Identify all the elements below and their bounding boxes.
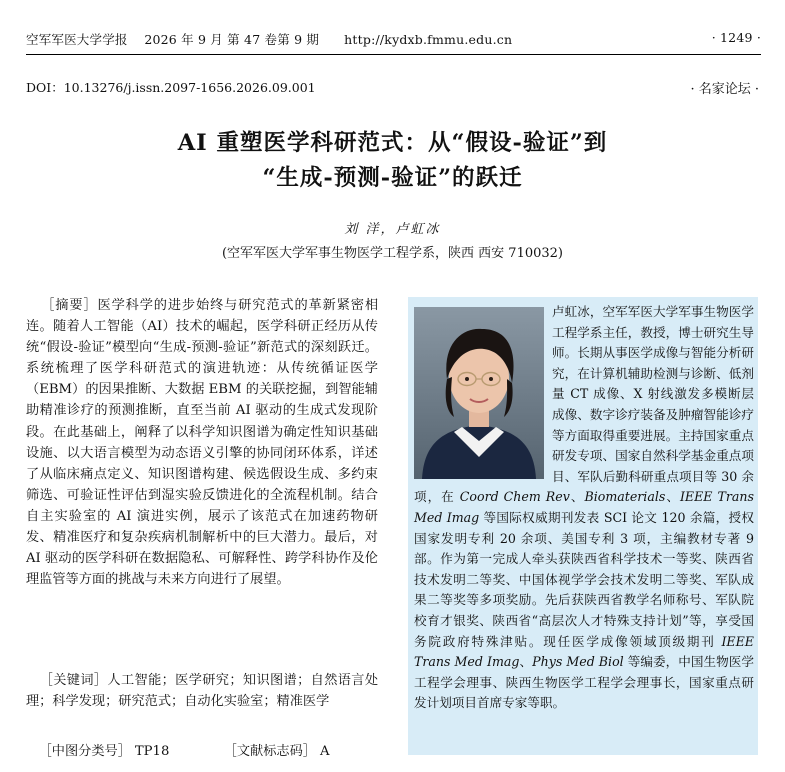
class-value: TP18 — [134, 744, 170, 759]
page-number: · 1249 · — [711, 30, 761, 45]
bio-sep-2: 、 — [665, 489, 680, 505]
keywords-text: 人工智能；医学研究；知识图谱；自然语言处理；科学发现；研究范式；自动化实验室；精准医学 — [26, 673, 379, 710]
journal-url[interactable]: http://kydxb.fmmu.edu.cn — [344, 32, 513, 47]
bio-sep-3: 、 — [519, 654, 533, 670]
bio-journal-1: Coord Chem Rev — [459, 489, 570, 505]
bio-sep-1: 、 — [569, 489, 585, 505]
keywords — [26, 670, 378, 712]
authors: 刘 洋，卢虹冰 — [344, 222, 441, 237]
doi[interactable]: DOI：10.13276/j.issn.2097-1656.2026.09.001 — [26, 80, 316, 95]
running-header — [26, 30, 761, 48]
affiliation: (空军军医大学军事生物医学工程学系，陕西 西安 710032) — [221, 246, 564, 261]
doc-label: ［文献标志码］ — [223, 744, 316, 759]
bio-journal-3: IEEE Trans Med Imag — [414, 489, 754, 525]
doc-value: A — [319, 744, 330, 759]
bio-part-2: 等国际权威期刊发表 SCI 论文 120 余篇，授权国家发明专利 20 余项、美国专利 3 项，主编教材专著 9 部。作为第一完成人牵头获陕西省科学技术一等奖、陕西省技术发明二等奖、中国体视学学会技术发明二等奖、军队成果二等奖等多项奖励。先后获陕西省教学名师称号、军队院校育才银奖、陕西省“高层次人才特殊支持计划”等，享受国务院政府特殊津贴。现任医学成像领域顶级期刊 — [414, 509, 754, 649]
author-bio — [414, 302, 754, 714]
bio-part-1: 卢虹冰，空军军医大学军事生物医学工程学系主任，教授，博士研究生导师。长期从事医学成像与智能分析研究，在计算机辅助检测与诊断、低剂量 CT 成像、X 射线激发多模断层成像、数字诊疗装备及肿瘤智能诊疗等方面取得重要进展。主持国家重点研发专项、国家自然科学基金重点项目、军队后勤科研重点项目等 30 余项，在 — [414, 304, 754, 505]
bio-journal-5: Phys Med Biol — [532, 654, 624, 670]
classification-line — [26, 740, 378, 759]
keywords-label: ［关键词］ — [39, 673, 108, 688]
abstract — [26, 295, 378, 590]
abstract-label: ［摘要］ — [41, 298, 98, 313]
article-title-line-2: “生成-预测-验证”的跃迁 — [262, 165, 523, 191]
article-title-line-1: AI 重塑医学科研范式：从“假设-验证”到 — [177, 130, 608, 156]
abstract-text: 医学科学的进步始终与研究范式的革新紧密相连。随着人工智能（AI）技术的崛起，医学科研正经历从传统“假设-验证”模型向“生成-预测-验证”新范式的深刻跃迁。系统梳理了医学科研范式的演进轨迹：从传统循证医学（EBM）的因果推断、大数据 EBM 的关联挖掘，到智能辅助精准诊疗的预测推断，直至当前 AI 驱动的生成式发现阶段。在此基础上，阐释了以科学知识图谱为确定性知识基础设施、以大语言模型为动态语义引擎的协同闭环体系，详述了从临床痛点定义、知识图谱构建、候选假设生成、多约束筛选、可验证性评估到湿实验反馈进化的全流程机制。结合自主实验室的 AI 演进实例，展示了该范式在加速药物研发、精准医疗和复杂疾病机制解析中的巨大潜力。最后，对 AI 驱动的医学科研在数据隐私、可解释性、跨学科协作及伦理监管等方面的挑战与未来方向进行了展望。 — [26, 298, 379, 588]
class-label: ［中图分类号］ — [38, 744, 131, 759]
section-category: · 名家论坛 · — [690, 82, 759, 97]
bio-part-3: 等编委，中国生物医学工程学会理事、陕西生物医学工程学会理事长，国家重点研发计划项目首席专家等职。 — [414, 654, 754, 711]
bio-journal-2: Biomaterials — [584, 489, 666, 505]
bio-journal-4: IEEE Trans Med Imag — [414, 633, 754, 670]
journal-name: 空军军医大学学报 — [26, 32, 128, 47]
header-rule — [26, 54, 761, 55]
photo-spacer — [414, 302, 552, 480]
issue-info: 2026 年 9 月 第 47 卷第 9 期 — [144, 32, 320, 47]
